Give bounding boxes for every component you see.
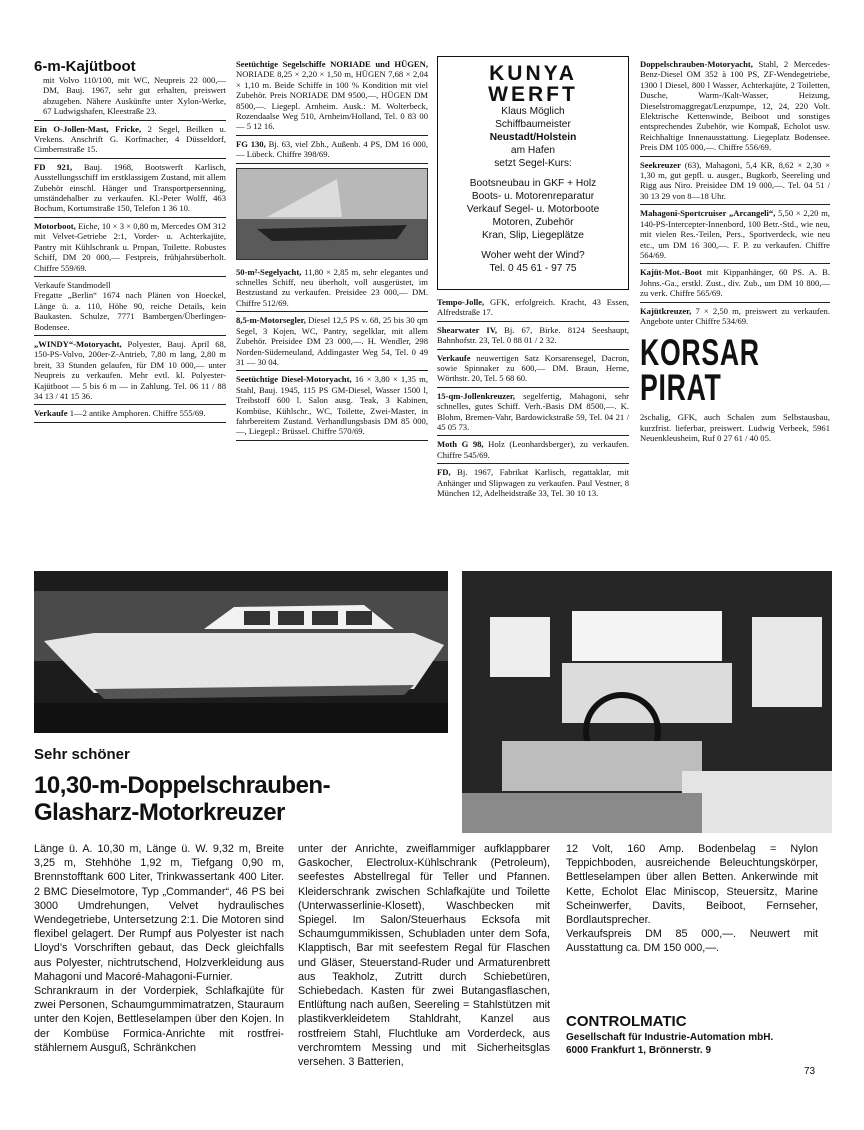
ad-headline: 6-m-Kajütboot	[34, 58, 136, 75]
ad-headline: Mahagoni-Sportcruiser „Arcangeli“,	[640, 208, 776, 219]
ad-jollenkreuzer	[437, 388, 629, 437]
ad-text: 11,80 × 2,85 m, sehr elegantes und schnelles Schiff, neu überholt, voll ausgerüstet, im Bestzustand zu verkaufen. Preisidee 23 000,— DM. Chiffre 512/69.	[236, 266, 428, 308]
ad-text: 5,50 × 2,20 m, 140-PS-Intercepter-Innenbord, 100 Betr.-Std., wie neu, mit vielen Res.-Teilen, Pers., Sportverdeck, wie neu etc., um DM 16 300,—. F. P. zu verkaufen. Chiffre 564/69.	[640, 208, 830, 260]
ad-headline: Doppelschrauben-Motoryacht,	[640, 59, 753, 69]
motor-cruiser-interior-graphic	[462, 571, 832, 833]
kunya-line: Boots- u. Motorenreparatur	[471, 191, 595, 202]
classifieds-column-2	[236, 56, 428, 441]
kunya-title-1: KUNYA	[489, 62, 577, 85]
ad-motorboot	[34, 218, 226, 277]
feature-paragraph: Länge ü. A. 10,30 m, Länge ü. W. 9,32 m, Breite 3,25 m, Stehhöhe 1,92 m, Tiefgang 0,90 m, Brennstofftank 600 Liter, Trinkwassertank 400 Liter. 2 BMC Dieselmotore, Typ „Commander“, 46 PS bei 3000 Umdrehungen, Velvet hydraulisches Wendegetriebe, Untersetzung 2:1. Die Motoren sind flexibel gelagert. Der Rumpf aus Polyester ist nach Lloyd’s Vorschriften gebaut, das Deck gleichfalls aus Polyester, nichtrutschend, Holzverkleidung aus Mahagoni und Macoré-Mahagoni-Furnier.	[34, 843, 284, 983]
ad-6m-kajuetboot	[34, 56, 226, 121]
kunya-werft-ad	[437, 56, 629, 290]
classifieds-column-4	[640, 56, 830, 447]
feature-text-column-2	[298, 842, 550, 1069]
feature-text-column-1	[34, 842, 284, 1055]
sailboat-photo	[236, 168, 428, 260]
ad-50m-segelyacht	[236, 264, 428, 313]
feature-paragraph: Verkaufspreis DM 85 000,—. Neuwert mit Ausstattung ca. DM 150 000,—.	[566, 928, 818, 955]
controlmatic-line-2: 6000 Frankfurt 1, Brönnerstr. 9	[566, 1045, 712, 1056]
kunya-line: am Hafen	[510, 145, 556, 156]
ad-headline: FD 921,	[34, 161, 73, 172]
ad-headline: Kajütkreuzer,	[640, 305, 692, 316]
ad-headline: FD,	[437, 467, 451, 478]
ad-fd	[437, 464, 629, 501]
ad-headline: Verkaufe	[437, 352, 471, 363]
ad-tempo-jolle	[437, 294, 629, 322]
ad-text: Fregatte „Berlin“ 1674 nach Plänen von Hoeckel, Länge ü. a. 110, Höhe 90, reiche Details, kein Baukasten. Schulze, 7771 Bambergen/Überlingen-Bodensee.	[34, 290, 226, 332]
ad-headline: Seetüchtige Segelschiffe NORIADE und HÜGEN,	[236, 59, 428, 69]
ad-korsarensegel	[437, 350, 629, 388]
ad-text: (63), Mahagoni, 5,4 KR, 8,62 × 2,30 × 1,30 m, gut gepfl. u. ausger., Bugkorb, Seereling und Rigg aus Niro. Preisidee DM 19 000,—. Tel. 04 51 / 30 13 29 von 8—18 Uhr.	[640, 159, 830, 201]
kunya-line: Schiffbaumeister	[495, 119, 571, 130]
ad-text: Bj. 63, viel Zbh., Außenb. 4 PS, DM 16 000,— Lübeck. Chiffre 398/69.	[236, 138, 429, 160]
ad-headline: Seekreuzer	[640, 159, 681, 170]
page-number: 73	[804, 1066, 816, 1077]
ad-amphoren	[34, 405, 226, 422]
ad-text: 16 × 3,80 × 1,35 m, Stahl, Bauj. 1945, 115 PS GM-Diesel, Wasser 1500 l, Treibstoff 600 l. Salon ausg. Teak, 3 Kabinen, Kombüse, Kühlschr., WC, Toilette, Zwei-Master, in fahrbereitem Zustand. Verhandlungsbasis DM 85 000,—, Liegepl.: Brüssel. Chiffre 570/69.	[236, 374, 428, 437]
feature-title-line-1: 10,30-m-Doppelschrauben-	[34, 772, 331, 799]
feature-paragraph: unter der Anrichte, zweiflammiger aufklappbarer Gaskocher, Electrolux-Kühlschrank (Petroleum), seefestes Abstellregal für Teller und Pfannen. Kleiderschrank zwischen Schlafkajüte und Toilette (Unterwasserlinie-Klosett), Waschbecken mit Spiegel. Im Salon/Steuerhaus Ecksofa mit Schaumgummikissen, Schubladen unter dem Sofa, Klapptisch, Bar mit seefestem Regal für Flaschen und Gläser, Steuerstand-Ruder und Armaturenbrett aus Teakholz, Zutritt durch Schiebetüren, Schiebedach. Kasten für zwei Butangasflaschen, Entlüftung nach außen, Seereling = Stahlstützen mit plastikverkleidetem Stahldraht, Kanzel aus rostfreiem Stahl, Fluchtluke am Vorderdeck, aus verchromtem Messing und mit Sicherheitsglas versehen. 3 Batterien,	[298, 843, 550, 1069]
ad-doppelschrauben	[640, 56, 830, 157]
ad-standmodell	[34, 277, 226, 336]
ad-text: Eiche, 10 × 3 × 0,80 m, Mercedes OM 312 mit Velvet-Getriebe 2:1, Vorder- u. Achterkajüte, Pantry mit Kühlschrank u. Propan, Toilette. Robustes Schiff, DM 20 000,— Festpreis, frühjahrsüberholt. Chiffre 559/69.	[34, 220, 226, 273]
ad-o-jollen-mast	[34, 121, 226, 159]
ad-headline: 8,5-m-Motorsegler,	[236, 315, 306, 326]
ad-shearwater	[437, 322, 629, 350]
feature-title	[34, 772, 330, 826]
kunya-line: Neustadt/Holstein	[489, 132, 577, 143]
ad-headline: „WINDY“-Motoryacht,	[34, 338, 122, 349]
ad-text: GFK, erfolgreich. Kracht, 43 Essen, Alfredstraße 17.	[437, 297, 629, 318]
ad-moth	[437, 436, 629, 464]
kunya-line: Kran, Slip, Liegeplätze	[482, 230, 584, 241]
controlmatic-line-1: Gesellschaft für Industrie-Automation mbH.	[566, 1032, 774, 1043]
ad-korsar-pirat-text	[640, 409, 830, 446]
kunya-line: Klaus Möglich	[501, 106, 565, 117]
ad-headline: 15-qm-Jollenkreuzer,	[437, 390, 516, 401]
ad-windy-motoryacht	[34, 336, 226, 405]
ad-headline: Verkaufe Standmodell	[34, 279, 111, 290]
ad-text: mit Kippanhänger, 60 PS. A. B. Johns.-Ga., erstkl. Zust., div. Zub., um DM 10 800,— zu verk. Chiffre 565/69.	[640, 267, 830, 299]
ad-fg-130	[236, 136, 428, 164]
controlmatic-credit	[566, 1013, 826, 1057]
ad-text: mit Volvo 110/100, mit WC, Neupreis 22 000,— DM, Bauj. 1967, sehr gut erhalten, preiswert abzugeben. Nähere Auskünfte unter Xylon-Werke, 67 Ludwigshafen, Kleestraße 23.	[43, 75, 226, 117]
ad-text: Bj. 1967, Fabrikat Karlisch, regattaklar, mit Anhänger und Slipwagen zu verkaufen. Paul Vestner, 8 München 12, Adelheidstraße 33, Tel. 30 10 13.	[437, 467, 629, 499]
ad-seekreuzer	[640, 157, 830, 206]
ad-headline: Ein O-Jollen-Mast, Fricke,	[34, 123, 142, 134]
kunya-title-2: WERFT	[488, 83, 578, 106]
ad-diesel-motoryacht	[236, 371, 428, 440]
kunya-line: Verkauf Segel- u. Motorboote	[466, 204, 600, 215]
ad-text: 7 × 2,50 m, preiswert zu verkaufen. Angebote unter Chiffre 534/69.	[640, 305, 830, 326]
ad-text: Bauj. 1968, Bootswerft Karlisch, Ausstellungsschiff im erstklassigem Zustand, mit allem Zubehör einschl. Hänger und Transportpersenning, umständehalber zu verkaufen. Kl.-Peter Wolff, 463 Bochum, Kortumstraße 150, Telefon 1 36 10.	[34, 161, 226, 214]
ad-headline: FG 130,	[236, 138, 266, 149]
ad-text: NORIADE 8,25 × 2,20 × 1,50 m, HÜGEN 7,68 × 2,04 × 1,10 m. Beide Schiffe in 100 % Kondition mit viel Zubehör. Preis NORIADE DM 9500,—, HÜGEN DM 8500,—. Liegepl. Arnheim. Ausk.: M. Wolterbeck, Rozendaalse Weg 510, Arnheim/Holland, Tel. 0 83 00 — 5 12 16.	[236, 69, 428, 132]
ad-kajuetkreuzer	[640, 303, 830, 330]
kunya-line: Tel. 0 45 61 - 97 75	[489, 263, 577, 274]
ad-text: 2schalig, GFK, auch Schalen zum Selbstausbau, kurzfrist. lieferbar, preiswert. Ludwig Verbeek, 5961 Neuenkleusheim, Ruf 0 27 61 / 40 05.	[640, 412, 830, 444]
feature-paragraph: 12 Volt, 160 Amp. Bodenbelag = Nylon Teppichboden, ausreichende Beleuchtungskörper, Bettleselampen über allen Betten. Ankerwinde mit Kette, Echolot Elac Miniscop, Steuersitz, Marine Scheinwerfer, Davits, Beiboot, Fernseher, Bordlautsprecher.	[566, 843, 818, 927]
ad-headline: Shearwater IV,	[437, 324, 498, 335]
pirat-line: PIRAT	[640, 367, 722, 409]
ad-text: Bj. 67, Birke. 8124 Seeshaupt, Bahnhofstr. 23, Tel. 0 88 01 / 2 32.	[437, 324, 629, 346]
feature-paragraph: Schrankraum in der Vorderpiek, Schlafkajüte für zwei Personen, Schaumgummimatratzen, Stauraum unter den Kojen, Bettleselampen über den Kojen. In der Kombüse Formica-Anrichte mit rostfrei-stählernem Ausguß, Schränkchen	[34, 985, 284, 1054]
ad-headline: Motorboot,	[34, 220, 76, 231]
ad-text: segelfertig, Mahagoni, sehr schnelles, gutes Schiff. Verh.-Basis DM 8500,—. K. Blohm, Bremen-Vahr, Bardowickstraße 59, Tel. 04 21 / 45 05 73.	[437, 390, 629, 433]
ad-sportcruiser	[640, 205, 830, 264]
classifieds-column-1	[34, 56, 226, 423]
ad-text: Holz (Leonhardsberger), zu verkaufen. Chiffre 545/69.	[437, 439, 629, 460]
ad-headline: 50-m²-Segelyacht,	[236, 266, 302, 277]
ad-text: Stahl, 2 Mercedes-Benz-Diesel OM 352 à 100 PS, ZF-Wendegetriebe, 1300 l Diesel, 800 l Wasser, Achterkajüte, 2 Toiletten, Dusche, Warm-/Kalt-Wasser, Heizung, Dieselstromaggregat/Lenzpumpe, 12, 24, 220 Volt. Elektrische Kettenwinde, Beiboot und sonstiges entsprechendes Zubehör, wie Kompaß, Echolot usw. Reichhaltige Innenausstattung. Liegeplatz Bodensee. Preis DM 105 000,—. Chiffre 556/69.	[640, 59, 831, 153]
controlmatic-name: CONTROLMATIC	[566, 1013, 687, 1030]
ad-text: 2 Segel, Beilken u. Vrekens. Anschrift G. Korfmacher, 4 Düsseldorf, Cimbernstraße 15.	[34, 123, 226, 155]
ad-headline: Tempo-Jolle,	[437, 297, 485, 307]
ad-fd-921	[34, 159, 226, 218]
ad-kajuet-mot-boot	[640, 264, 830, 302]
ad-text: neuwertigen Satz Korsarensegel, Dacron, sowie Spinnaker zu 600,— DM. Braun, Herne, Wörthstr. 20, Tel. 5 68 60.	[437, 352, 629, 384]
ad-text: Diesel 12,5 PS v. 68, 25 bis 30 qm Segel, 3 Kojen, WC, Pantry, segelklar, mit allem Zubehör. Preisidee DM 23 000,—. H. Wendler, 298 Norden-Süderneuland, Addingaster Weg 54, Tel. 0 49 31 — 30 04.	[236, 315, 428, 367]
feature-text-column-3	[566, 842, 818, 956]
kunya-line: setzt Segel-Kurs:	[494, 158, 572, 169]
motor-cruiser-interior-photo	[462, 571, 832, 833]
feature-title-line-2: Glasharz-Motorkreuzer	[34, 799, 285, 826]
ad-motorsegler	[236, 312, 428, 371]
feature-subtitle: Sehr schöner	[34, 746, 130, 763]
ad-headline: Moth G 98,	[437, 439, 484, 450]
ad-text: Polyester, Bauj. April 68, 150-PS-Volvo, 200er-Z-Antrieb, 7,80 m lang, 2,80 m breit, 33 Stunden gelaufen, für DM 10 000,— unter Neupreis zu verkaufen. Mehr evtl. kl. Polyester-Kajütboot — 5 bis 6 m — in Zahlung. Tel. 06 11 / 88 34 13 / 41 15 36.	[34, 338, 226, 401]
korsar-line: KORSAR	[640, 332, 760, 374]
kunya-line: Motoren, Zubehör	[492, 217, 574, 228]
motor-cruiser-exterior-graphic	[34, 571, 448, 733]
ad-headline: Seetüchtige Diesel-Motoryacht,	[236, 374, 352, 385]
ad-headline: Verkaufe	[34, 408, 68, 419]
ad-headline: Kajüt-Mot.-Boot	[640, 267, 702, 278]
motor-cruiser-exterior-photo	[34, 571, 448, 733]
kunya-line: Woher weht der Wind?	[481, 250, 585, 261]
classifieds-column-3	[437, 56, 629, 502]
korsar-pirat-headline	[640, 332, 777, 409]
ad-text: 1—2 antike Amphoren. Chiffre 555/69.	[69, 408, 206, 419]
sailboat-photo-graphic	[237, 169, 428, 260]
kunya-line: Bootsneubau in GKF + Holz	[469, 178, 597, 189]
ad-segelschiffe	[236, 56, 428, 136]
